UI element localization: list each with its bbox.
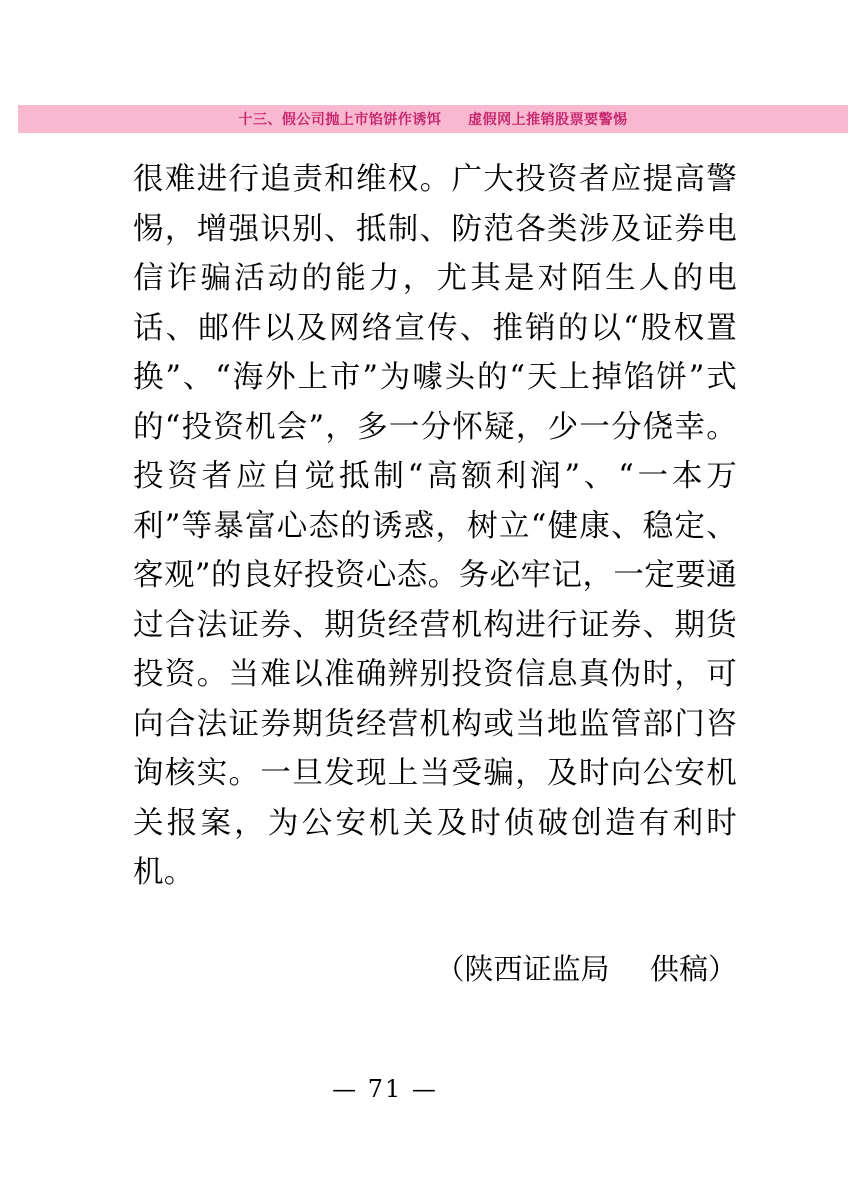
body-text-column [133,155,737,898]
page-number: — 71 — [332,1075,438,1103]
running-header-text [238,109,627,129]
attribution-source: （陕西证监局 [435,952,610,986]
body-paragraph: 很难进行追责和维权。广大投资者应提高警惕，增强识别、抵制、防范各类涉及证券电信诈骗活动的能力，尤其是对陌生人的电话、邮件以及网络宣传、推销的以“股权置换”、“海外上市”为噱头的“天上掉馅饼”式的“投资机会”，多一分怀疑，少一分侥幸。投资者应自觉抵制“高额利润”、“一本万利”等暴富心态的诱惑，树立“健康、稳定、客观”的良好投资心态。务必牢记，一定要通过合法证券、期货经营机构进行证券、期货投资。当难以准确辨别投资信息真伪时，可向合法证券期货经营机构或当地监管部门咨询核实。一旦发现上当受骗，及时向公安机关报案，为公安机关及时侦破创造有利时机。 [133,162,737,890]
attribution-line [133,947,737,991]
running-header-band [18,105,848,133]
running-header-part-two: 虚假网上推销股票要警惕 [468,112,628,128]
attribution-label: 供稿） [649,952,737,986]
running-header-part-one: 十三、假公司抛上市馅饼作诱饵 [238,112,442,128]
